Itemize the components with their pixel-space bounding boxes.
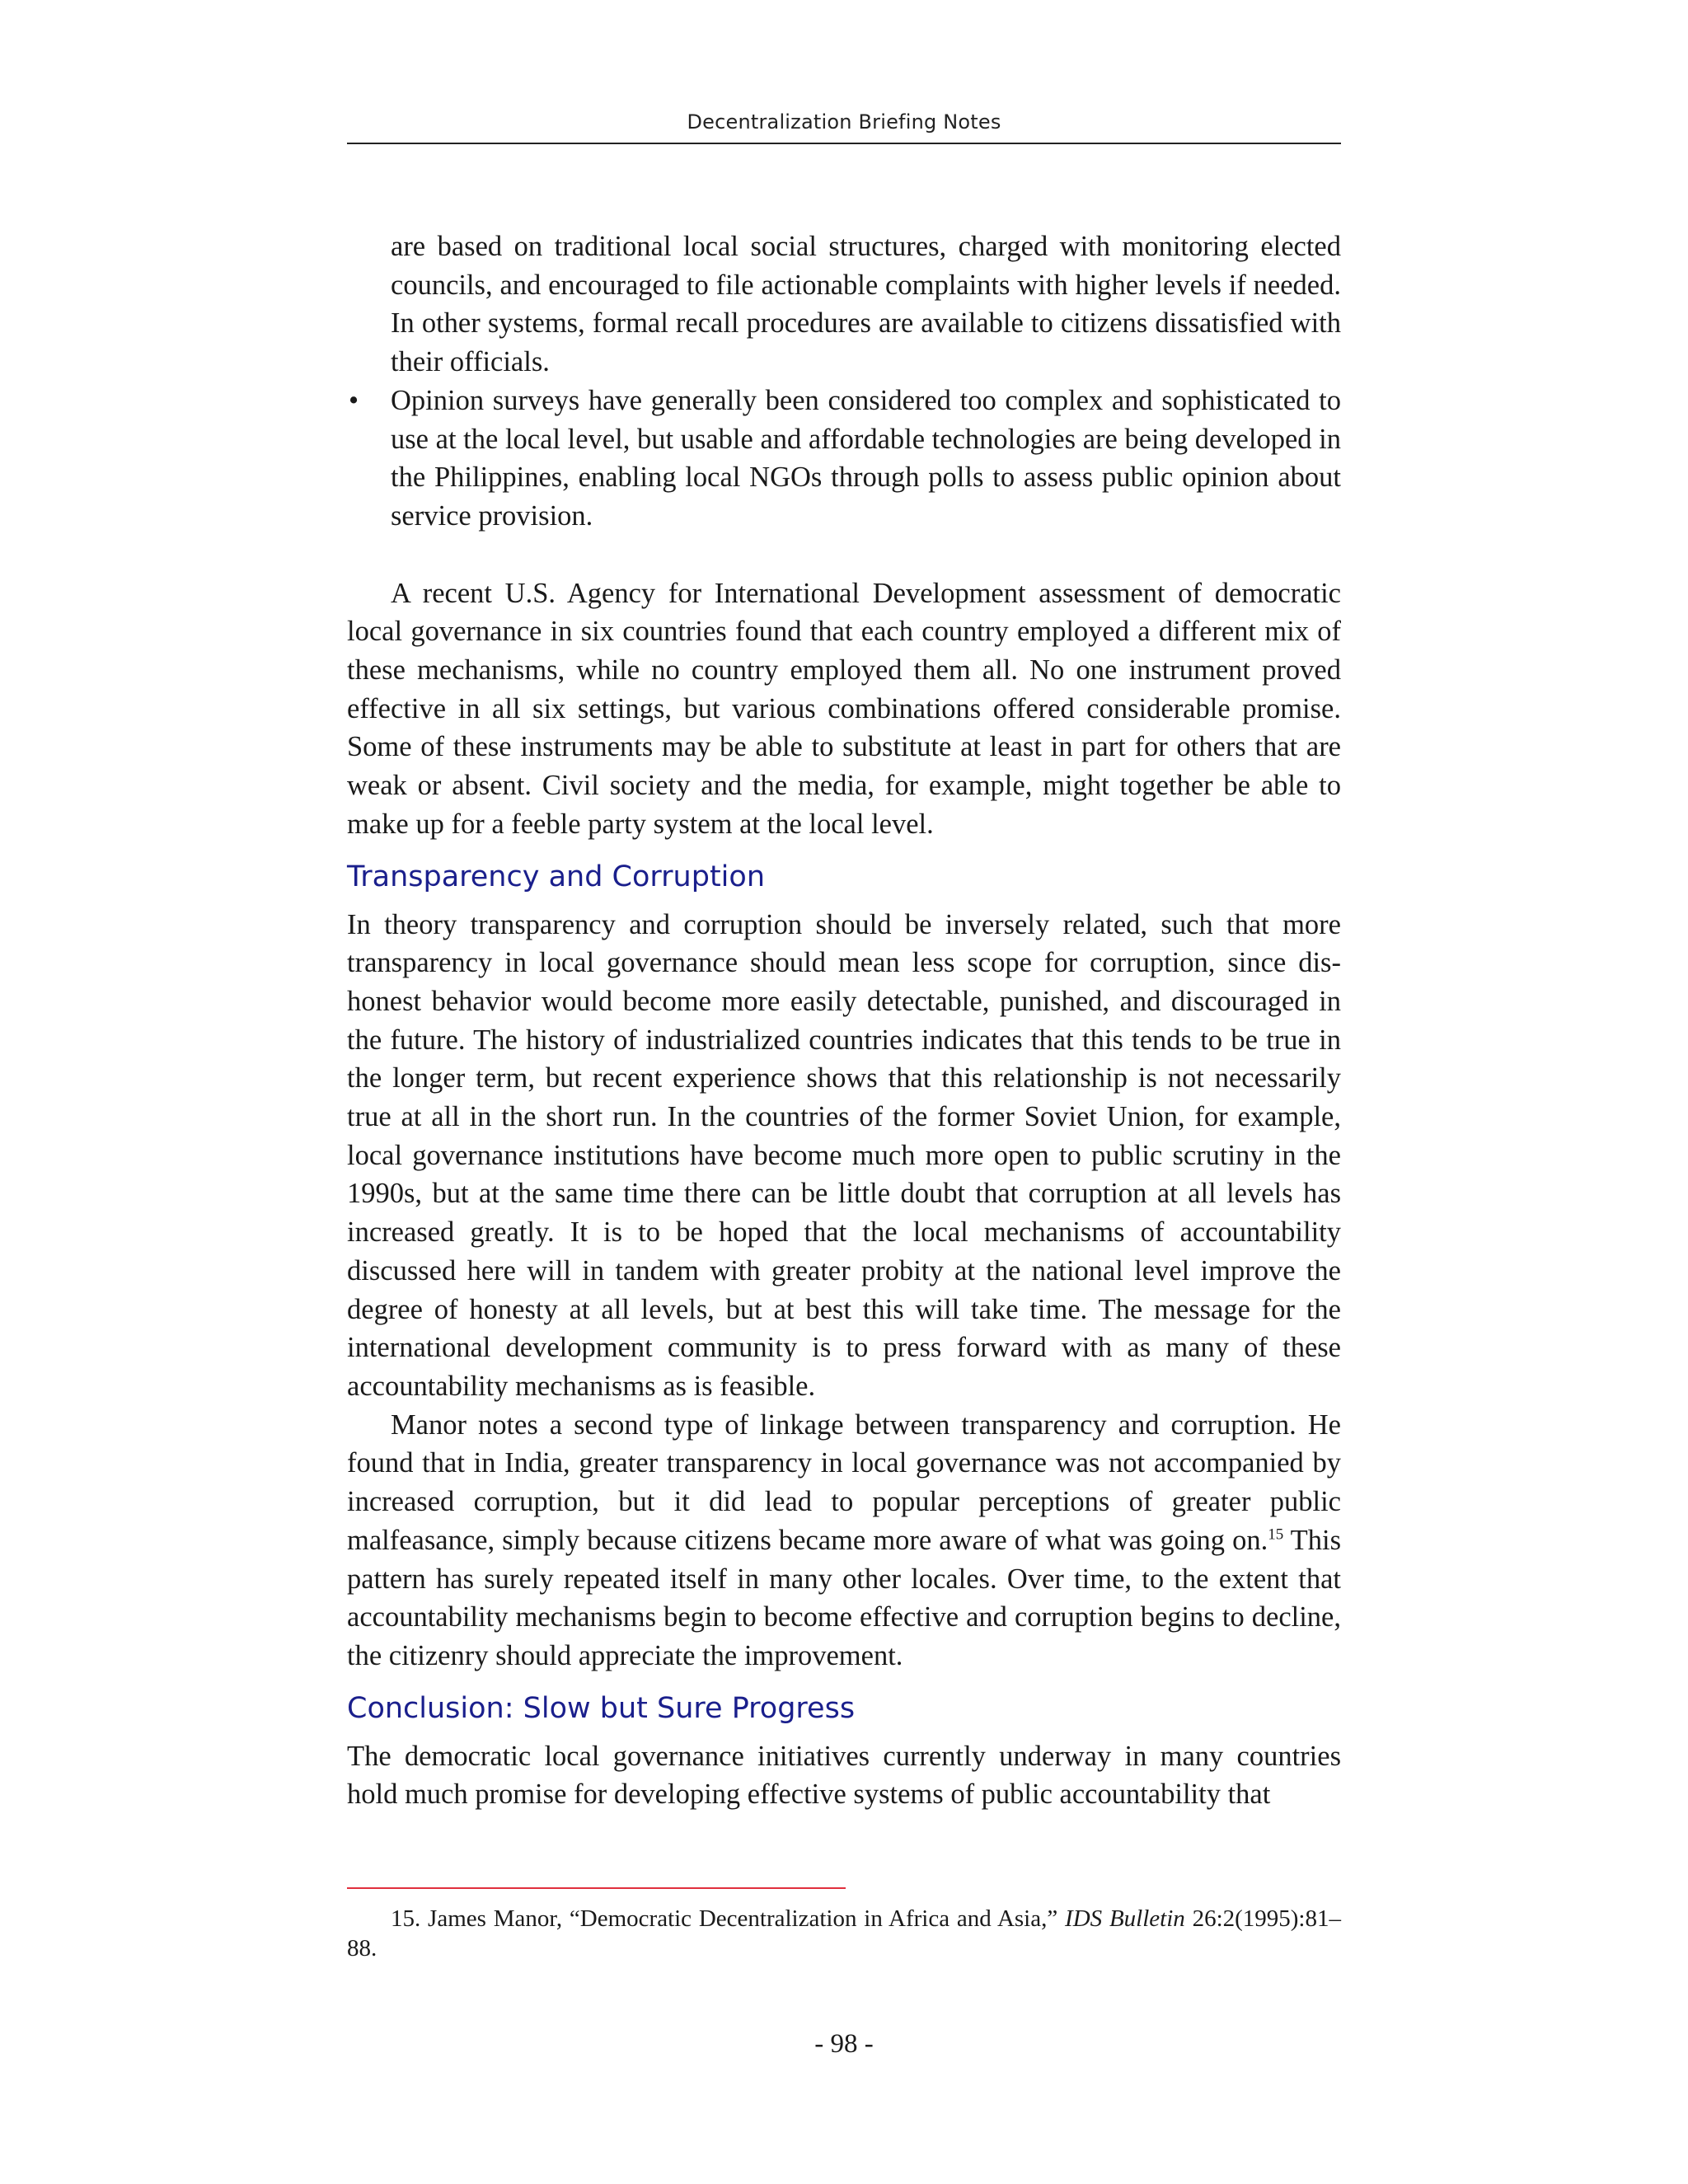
footnote-reference[interactable]: 15 bbox=[1268, 1526, 1284, 1544]
footnote-citation: 26:2(1995):81–88. bbox=[347, 1905, 1341, 1961]
paragraph-transparency-theory: In theory transparency and corruption should be inversely related, such that more transparency in local governance should mean less scope for corruption, since dishonest behavior would become more easily detectable, punished, and discouraged in the future. The history of industrialized countries indicates that this tends to be true in the longer term, but recent experience shows that this relationship is not necessarily true at all in the short run. In the countries of the former Soviet Union, for example, local governance institutions have become much more open to public scrutiny in the 1990s, but at the same time there can be little doubt that corruption at all levels has increased greatly. It is to be hoped that the local mechanisms of accountability discussed here will in tandem with greater probity at the national level improve the degree of honesty at all levels, but at best this will take time. The message for the international development community is to press forward with as many of these accountability mechanisms as is feasible. bbox=[347, 908, 1341, 1402]
bullet-item-opinion-surveys bbox=[347, 382, 1341, 536]
footnote-journal-title: IDS Bulletin bbox=[1065, 1905, 1185, 1932]
paragraph-manor-linkage bbox=[347, 1406, 1341, 1675]
footnote-15 bbox=[347, 1904, 1341, 1963]
header-rule bbox=[347, 143, 1341, 144]
section-heading-conclusion: Conclusion: Slow but Sure Progress bbox=[347, 1691, 856, 1725]
running-header: Decentralization Briefing Notes bbox=[687, 110, 1001, 134]
bullet-icon: • bbox=[349, 384, 359, 416]
paragraph-text: Manor notes a second type of linkage between transparency and corruption. He found that in India, greater transparency in local governance was not accompanied by increased corruption, but it did lead to popular perceptions of greater public malfeasance, simply because citizens became more aware of what was going on. bbox=[347, 1408, 1341, 1556]
footnote-number: 15. bbox=[391, 1905, 421, 1932]
section-heading-transparency: Transparency and Corruption bbox=[347, 860, 766, 893]
paragraph-conclusion: The democratic local governance initiatives currently underway in many countries hold much promise for developing effective systems of public accountability that bbox=[347, 1740, 1341, 1811]
paragraph-text: This pattern has surely repeated itself in many other locales. Over time, to the extent that accountability mechanisms begin to become effective and corruption begins to decline, the citizenry should appreciate the improvement. bbox=[347, 1524, 1341, 1671]
main-body bbox=[347, 227, 1341, 1814]
page-number: - 98 - bbox=[814, 2029, 874, 2059]
footnote-text: James Manor, “Democratic Decentralization in Africa and Asia,” bbox=[420, 1905, 1066, 1932]
footnote-rule bbox=[347, 1887, 846, 1889]
paragraph-usaid-assessment: A recent U.S. Agency for International Development assessment of democratic local governance in six countries found that each country employed a different mix of these mechanisms, while no country employed them all. No one instrument proved effective in all six settings, but various combinations offered considerable promise. Some of these instruments may be able to substitute at least in part for others that are weak or absent. Civil society and the media, for example, might together be able to make up for a feeble party system at the local level. bbox=[347, 577, 1341, 840]
continued-list-item-text: are based on traditional local social structures, charged with monitoring elected councils, and encouraged to file actionable complaints with higher levels if needed. In other systems, formal recall procedures are available to citizens dissatisfied with their officials. bbox=[391, 231, 1341, 378]
bullet-text: Opinion surveys have generally been considered too complex and sophisticated to use at the local level, but usable and affordable technologies are being developed in the Philippines, enabling local NGOs through polls to assess public opinion about service provision. bbox=[391, 384, 1341, 532]
